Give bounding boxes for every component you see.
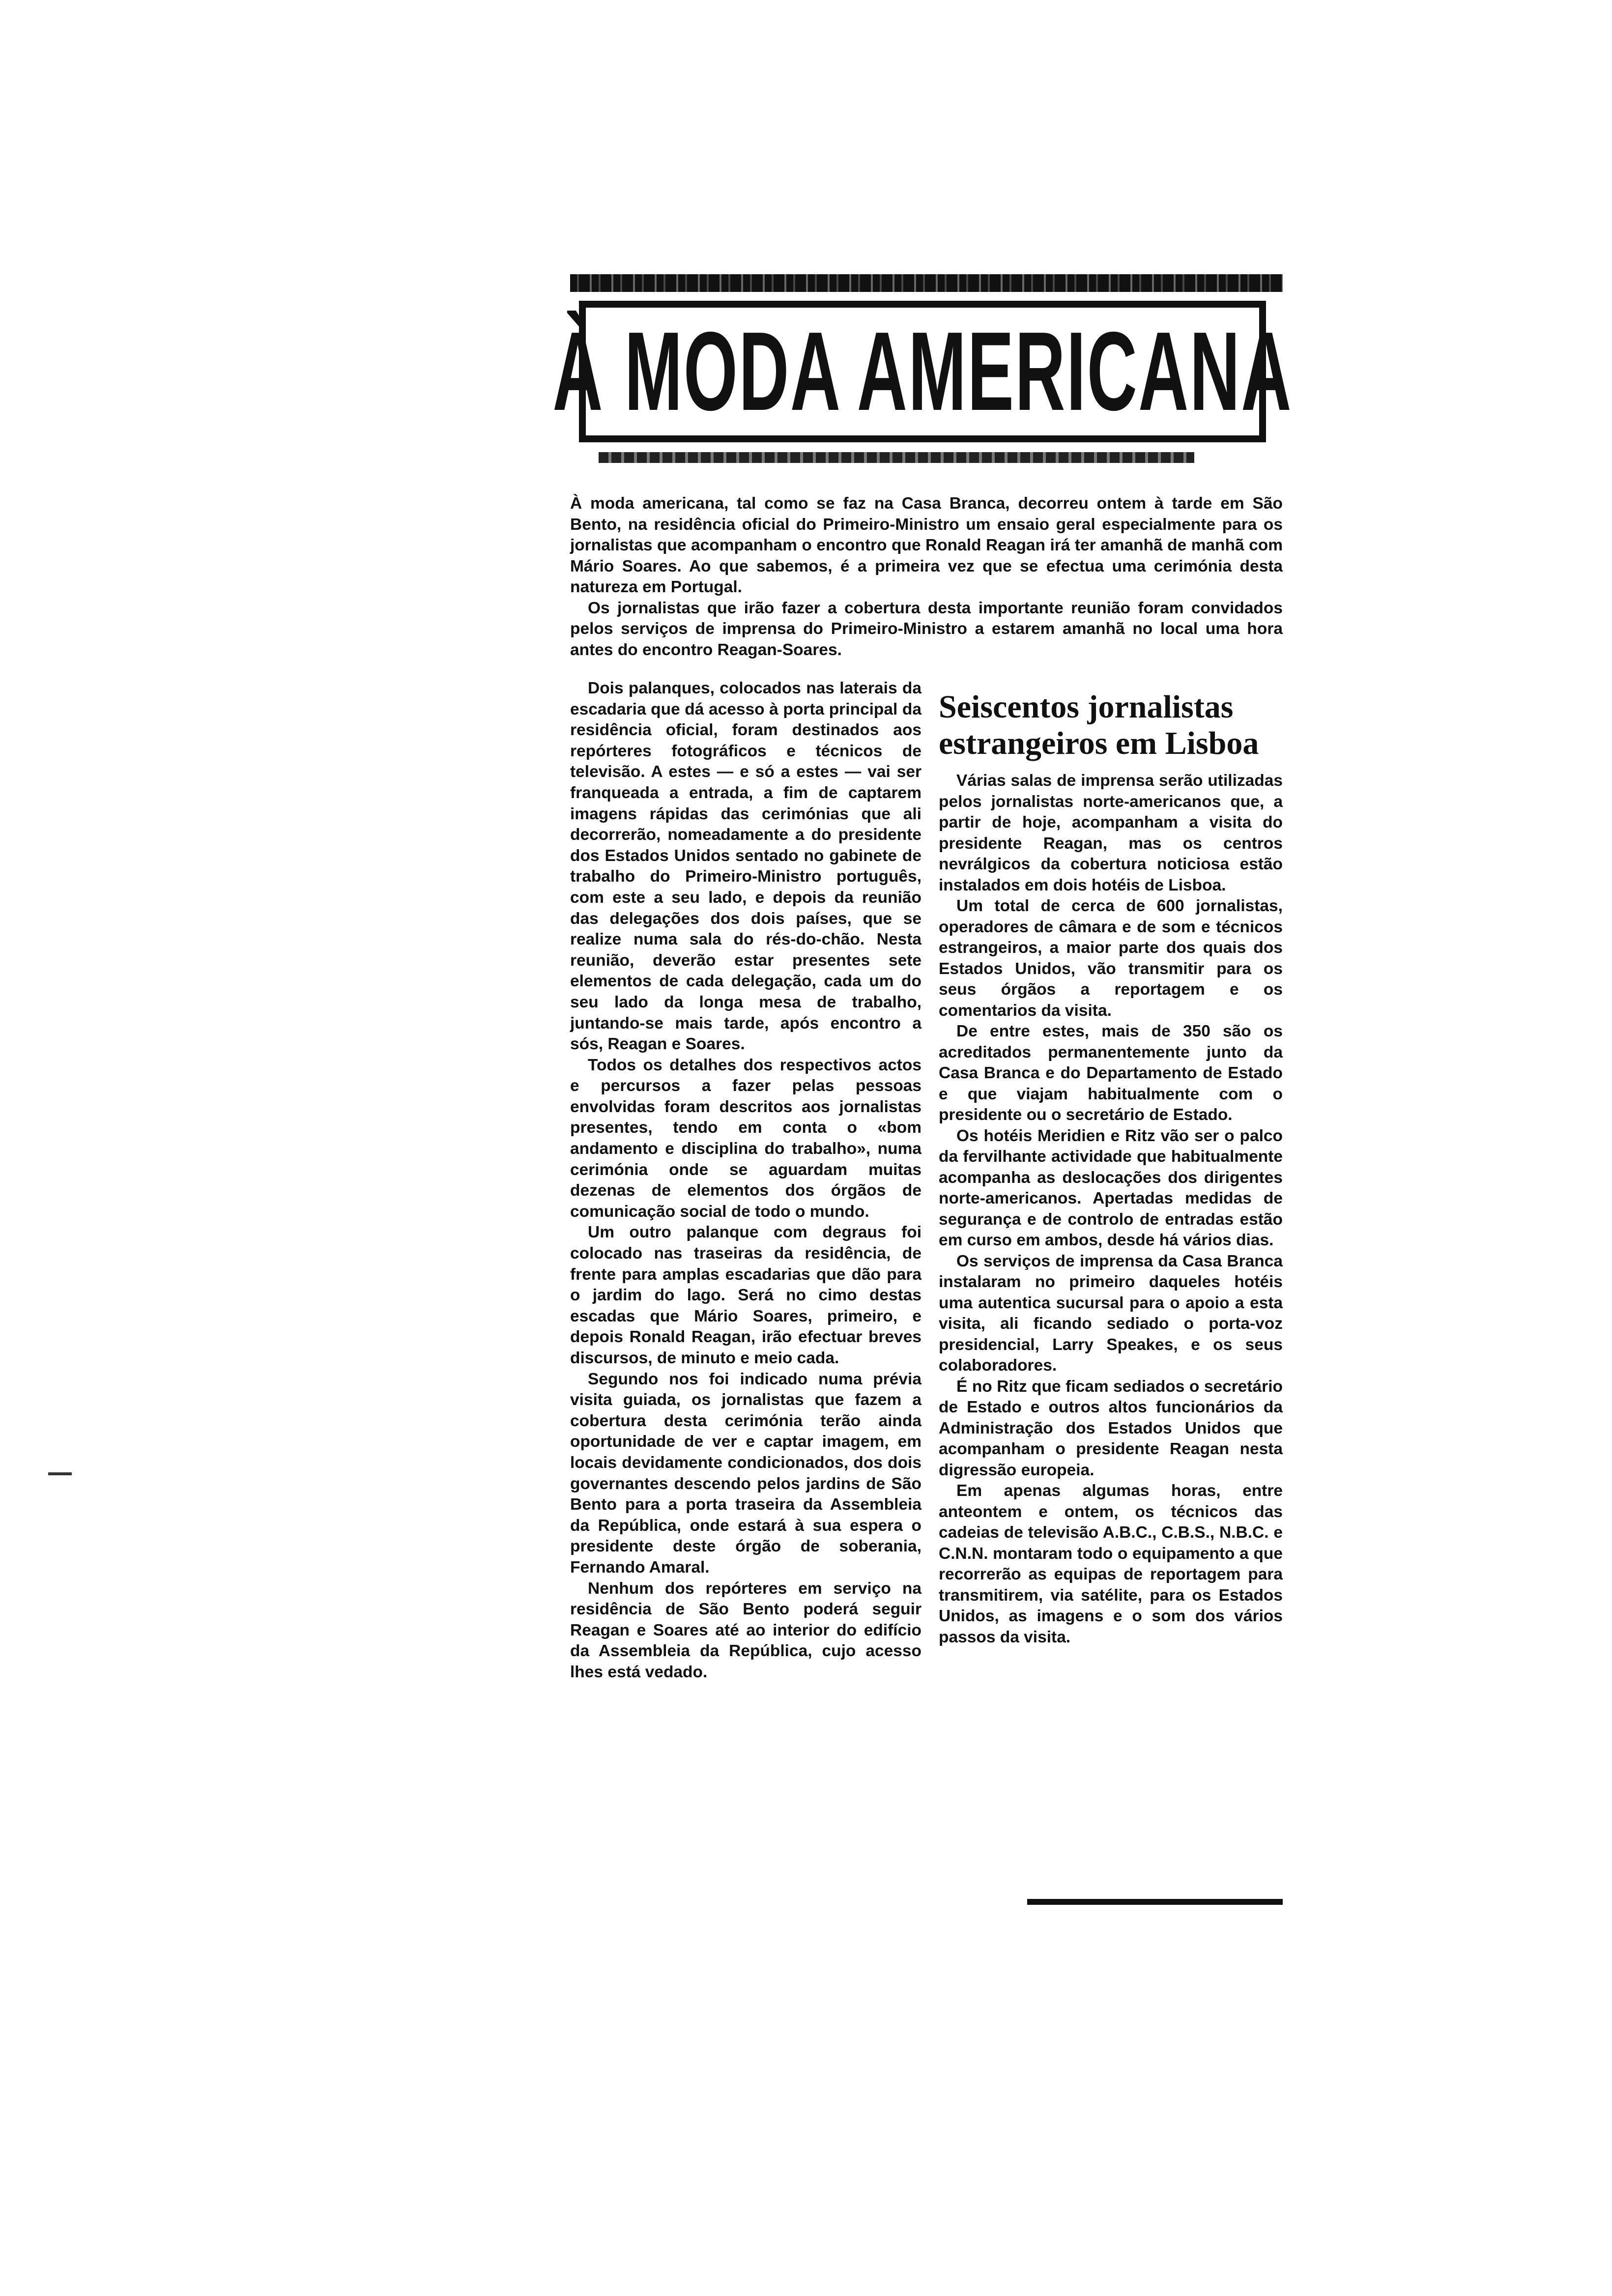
article-paragraph: Os hotéis Meridien e Ritz vão ser o palco da fervilhante actividade que habitualmente acompanha as deslocações dos dirigentes norte-americanos. Apertadas medidas de segurança e de controlo de entradas estão em curso em ambos, desde há vários dias. (939, 1126, 1283, 1249)
article-paragraph: É no Ritz que ficam sediados o secretário de Estado e outros altos funcionários da Administração dos Estados Unidos que acompanham o presidente Reagan nesta digressão europeia. (939, 1377, 1283, 1479)
headline-bottom-rule (599, 452, 1194, 463)
article-paragraph: Em apenas algumas horas, entre anteontem e ontem, os técnicos das cadeias de televisão A.B.C., C.B.S., N.B.C. e C.N.N. montaram todo o equipamento a que recorrerão as equipas de reportagem para transmitirem, via satélite, para os Estados Unidos, as imagens e o som dos vários passos da visita. (939, 1482, 1283, 1646)
article-paragraph: Um total de cerca de 600 jornalistas, operadores de câmara e de som e técnicos estrangeiros, a maior parte dos quais dos Estados Unidos, vão transmitir para os seus órgãos a reportagem e os comentarios da visita. (939, 897, 1283, 1020)
article-paragraph: De entre estes, mais de 350 são os acreditados permanentemente junto da Casa Branca e do Departamento de Estado e que viajam habitualmente com o presidente ou o secretário de Estado. (939, 1022, 1283, 1124)
article-end-rule (1027, 1899, 1283, 1905)
headline-box (552, 301, 1293, 442)
top-decorative-rule (570, 274, 1283, 292)
left-column (570, 678, 921, 1683)
right-column (939, 689, 1283, 1648)
article-paragraph: Segundo nos foi indicado numa prévia visita guiada, os jornalistas que fazem a cobertura desta cerimónia terão ainda oportunidade de ver e captar imagem, em locais devidamente condicionados, dos dois governantes descendo pelos jardins de São Bento para a porta traseira da Assembleia da República, onde estará à sua espera o presidente deste órgão de soberania, Fernando Amaral. (570, 1370, 921, 1577)
article-paragraph: Os serviços de imprensa da Casa Branca instalaram no primeiro daqueles hotéis uma autentica sucursal para o apoio a esta visita, ali ficando sediado o porta-voz presidencial, Larry Speakes, e os seus colaboradores. (939, 1252, 1283, 1375)
lead-section (570, 493, 1283, 660)
article-paragraph: Várias salas de imprensa serão utilizadas pelos jornalistas norte-americanos que, a partir de hoje, acompanham a visita do presidente Reagan, mas os centros nevrálgicos da cobertura noticiosa estão instalados em dois hotéis de Lisboa. (939, 772, 1283, 894)
lead-paragraph: À moda americana, tal como se faz na Casa Branca, decorreu ontem à tarde em São Bento, na residência oficial do Primeiro-Ministro um ensaio geral especialmente para os jornalistas que acompanham o encontro que Ronald Reagan irá ter amanhã de manhã com Mário Soares. Ao que sabemos, é a primeira vez que se efectua uma cerimónia desta natureza em Portugal. (570, 494, 1283, 596)
margin-mark (48, 1472, 72, 1475)
article-paragraph: Dois palanques, colocados nas laterais da escadaria que dá acesso à porta principal da residência oficial, foram destinados aos repórteres fotográficos e técnicos de televisão. A estes — e só a estes — vai ser franqueada a entrada, a fim de captarem imagens rápidas das cerimónias que ali decorrerão, nomeadamente a do presidente dos Estados Unidos sentado no gabinete de trabalho do Primeiro-Ministro português, com este a seu lado, e depois da reunião das delegações dos dois países, que se realize numa sala do rés-do-chão. Nesta reunião, deverão estar presentes sete elementos de cada delegação, cada um do seu lado da longa mesa de trabalho, juntando-se mais tarde, após encontro a sós, Reagan e Soares. (570, 679, 921, 1054)
headline: À MODA AMERICANA (552, 309, 1293, 434)
subheadline: Seiscentos jornalistas estrangeiros em Lisboa (939, 689, 1259, 761)
article-paragraph: Todos os detalhes dos respectivos actos e percursos a fazer pelas pessoas envolvidas foram descritos aos jornalistas presentes, tendo em conta o «bom andamento e disciplina do trabalho», numa cerimónia onde se aguardam muitas dezenas de elementos dos órgãos de comunicação social de todo o mundo. (570, 1056, 921, 1221)
lead-paragraph: Os jornalistas que irão fazer a cobertura desta importante reunião foram convidados pelos serviços de imprensa do Primeiro-Ministro a estarem amanhã no local uma hora antes do encontro Reagan-Soares. (570, 599, 1283, 659)
article-paragraph: Nenhum dos repórteres em serviço na residência de São Bento poderá seguir Reagan e Soares até ao interior do edifício da Assembleia da República, cujo acesso lhes está vedado. (570, 1579, 921, 1681)
article-paragraph: Um outro palanque com degraus foi colocado nas traseiras da residência, de frente para amplas escadarias que dão para o jardim do lago. Será no cimo destas escadas que Mário Soares, primeiro, e depois Ronald Reagan, irão efectuar breves discursos, de minuto e meio cada. (570, 1223, 921, 1367)
